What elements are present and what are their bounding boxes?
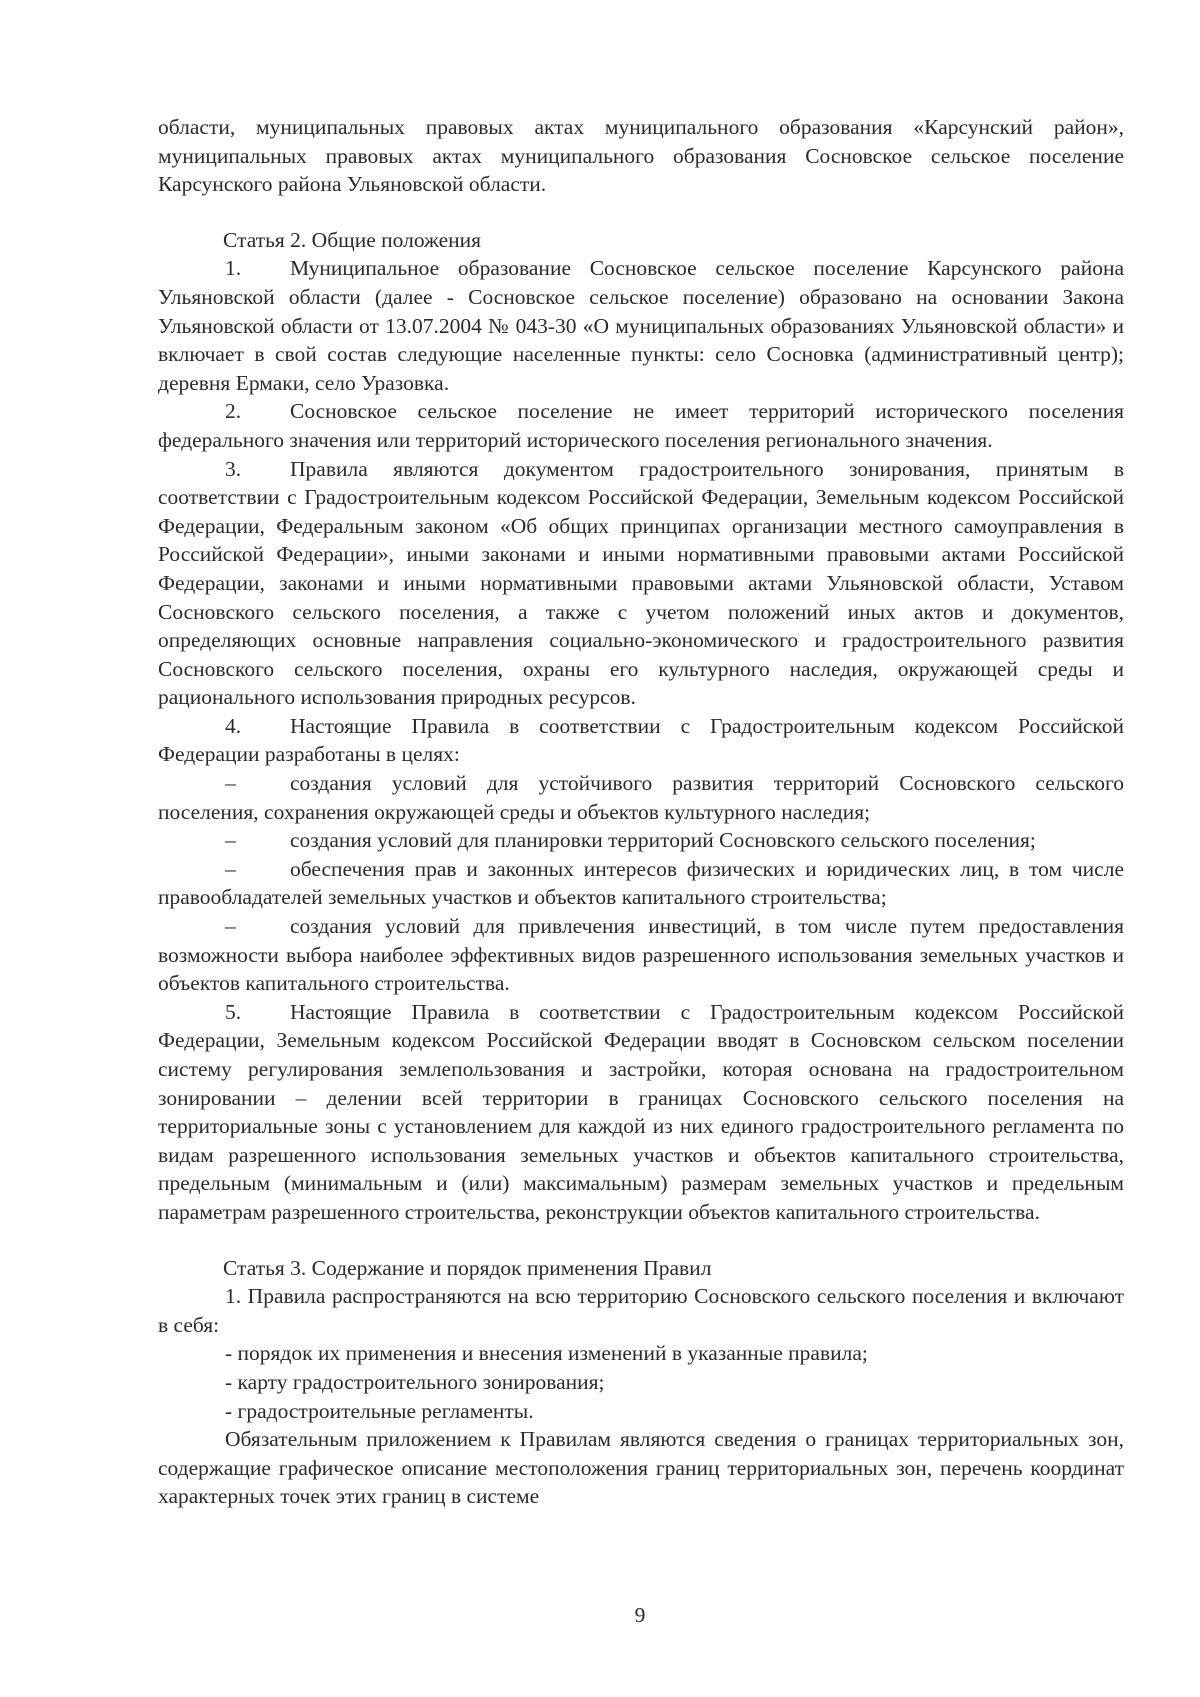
goal-text: обеспечения прав и законных интересов физических и юридических лиц, в том числе правообладателей земельных участков и объектов капитального строительства;: [158, 856, 1124, 910]
article-2-item-1: [158, 254, 1124, 397]
dash-marker: –: [225, 856, 236, 881]
article-3-heading: Статья 3. Содержание и порядок применения Правил: [223, 1255, 712, 1280]
intro-paragraph: области, муниципальных правовых актах муниципального образования «Карсунский район», муниципальных правовых актах муниципального образования Сосновское сельское поселение Карсунского района Ульяновской области.: [158, 115, 1124, 197]
goal-text: создания условий для устойчивого развития территорий Сосновского сельского поселения, сохранения окружающей среды и объектов культурного наследия;: [158, 771, 1124, 824]
article-2-heading: Статья 2. Общие положения: [223, 227, 482, 252]
item-number: 1.: [225, 256, 242, 281]
dash-marker: –: [225, 914, 236, 939]
item-text: Муниципальное образование Сосновское сельское поселение Карсунского района Ульяновской области (далее - Сосновское сельское поселение) образовано на основании Закона Ульяновской области от 13.07.2004 № 043-30 «О муниципальных образованиях Ульяновской области» и включает в свой состав следующие населенные пункты: село Сосновка (административный центр); деревня Ермаки, село Уразовка.: [158, 256, 1124, 395]
item-text: Правила являются документом градостроительного зонирования, принятым в соответствии с Градостроительным кодексом Российской Федерации, Земельным кодексом Российской Федерации, Федеральным законом «Об общих принципах организации местного самоуправления в Российской Федерации», иными законами и иными нормативными правовыми актами Российской Федерации, законами и иными нормативными правовыми актами Ульяновской области, Уставом Сосновского сельского поселения, а также с учетом положений иных актов и документов, определяющих основные направления социально-экономического и градостроительного развития Сосновского сельского поселения, охраны его культурного наследия, окружающей среды и рационального использования природных ресурсов.: [158, 456, 1124, 710]
goal-list-item: [158, 855, 1124, 912]
goal-list-item: [158, 769, 1124, 826]
appendix-paragraph: Обязательным приложением к Правилам являются сведения о границах территориальных зон, содержащие графическое описание местоположения границ территориальных зон, перечень координат характерных точек этих границ в системе: [158, 1427, 1124, 1509]
contents-list-item: - градостроительные регламенты.: [225, 1398, 534, 1423]
article-2-item-3: [158, 455, 1124, 712]
article-3-item-1: 1. Правила распространяются на всю территорию Сосновского сельского поселения и включают в себя:: [158, 1284, 1124, 1337]
dash-marker: –: [225, 771, 236, 796]
article-2-item-4: [158, 712, 1124, 769]
contents-list-item: - порядок их применения и внесения изменений в указанные правила;: [225, 1341, 868, 1366]
goal-list-item: [158, 826, 1124, 855]
item-text: Настоящие Правила в соответствии с Градостроительным кодексом Российской Федерации, Земельным кодексом Российской Федерации вводят в Сосновском сельском поселении систему регулирования землепользования и застройки, которая основана на градостроительном зонировании – делении всей территории в границах Сосновского сельского поселения на территориальные зоны с установлением для каждой из них единого градостроительного регламента по видам разрешенного использования земельных участков и объектов капитального строительства, предельным (минимальным и (или) максимальным) размерам земельных участков и предельным параметрам разрешенного строительства, реконструкции объектов капитального строительства.: [158, 999, 1124, 1224]
item-number: 2.: [225, 399, 242, 424]
page-number: 9: [634, 1603, 646, 1627]
goal-text: создания условий для планировки территорий Сосновского сельского поселения;: [290, 828, 1036, 853]
dash-marker: –: [225, 828, 236, 853]
item-text: Настоящие Правила в соответствии с Градостроительным кодексом Российской Федерации разработаны в целях:: [158, 713, 1124, 767]
article-2-item-5: [158, 998, 1124, 1227]
article-2-item-2: [158, 397, 1124, 454]
contents-list-item: - карту градостроительного зонирования;: [225, 1369, 605, 1394]
item-number: 4.: [225, 713, 242, 738]
goal-list-item: [158, 912, 1124, 998]
goal-text: создания условий для привлечения инвестиций, в том числе путем предоставления возможности выбора наиболее эффективных видов разрешенного использования земельных участков и объектов капитального строительства.: [158, 914, 1124, 996]
item-number: 3.: [225, 456, 242, 481]
item-text: Сосновское сельское поселение не имеет территорий исторического поселения федерального значения или территорий исторического поселения регионального значения.: [158, 399, 1124, 452]
item-number: 5.: [225, 999, 242, 1024]
